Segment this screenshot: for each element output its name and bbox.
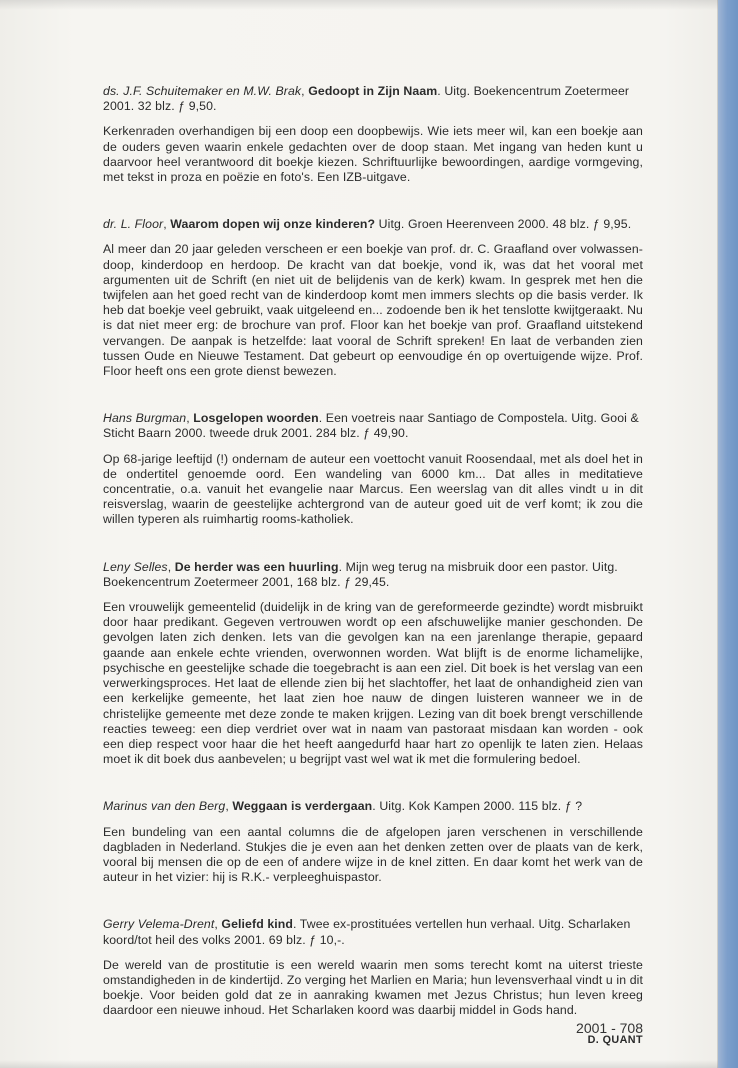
- spacer: [103, 393, 643, 411]
- spacer: [103, 199, 643, 217]
- review-entry-5: [103, 799, 643, 885]
- review-entry-4: [103, 560, 643, 768]
- review-title: Waarom dopen wij onze kinderen?: [170, 217, 376, 232]
- review-entry-1: [103, 84, 643, 185]
- review-title: Gedoopt in Zijn Naam: [308, 84, 438, 98]
- review-citation: Marinus van den Berg, Weggaan is verdergaan. Uitg. Kok Kampen 2000. 115 blz. ƒ ?: [103, 799, 583, 814]
- bottom-shadow: [0, 1060, 718, 1068]
- spacer: [103, 781, 643, 799]
- review-body: De wereld van de prostitutie is een wereld waarin men soms terecht komt na uiterst trieste omstandigheden in de kindertijd. Zo verging het Marlien en Maria; hun levensverhaal vindt u in dit boekje. Voor beiden gold dat ze in aanraking kwamen met Jezus Christus; hun leven kreeg daardoor een nieuwe inhoud. Het Scharlaken koord was daarbij middel in Gods hand.: [103, 957, 643, 1018]
- review-details: . Een voetreis naar Santiago de Compostela. Uitg. Gooi & Sticht Baarn 2000. tweede druk 2001. 284 blz. ƒ 49,90.: [103, 411, 639, 441]
- spacer: [103, 899, 643, 917]
- reviewer-signature: D. QUANT: [587, 1033, 643, 1046]
- review-title: Weggaan is verdergaan: [232, 799, 373, 814]
- review-author: Marinus van den Berg: [103, 799, 226, 814]
- review-author: Gerry Velema-Drent: [103, 917, 215, 932]
- review-entry-2: [103, 217, 643, 379]
- review-body: Op 68-jarige leeftijd (!) ondernam de auteur een voettocht vanuit Roosendaal, met als doel het in de ondertitel genoemde oord. Een wandeling van 6000 km... Dat alles in meditatieve concentratie, o.a. vanuit het evangelie naar Marcus. Een weerslag van dit alles vindt u in dit reisverslag, waarin de geestelijke achtergrond van de auteur goed uit de verf komt; ik zou die willen typeren als ruimhartig rooms-katholiek.: [103, 451, 643, 527]
- review-citation: Hans Burgman, Losgelopen woorden. Een voetreis naar Santiago de Compostela. Uitg. Gooi & Sticht Baarn 2000. tweede druk 2001. 284 blz. ƒ 49,90.: [103, 411, 639, 441]
- review-citation: ds. J.F. Schuitemaker en M.W. Brak, Gedoopt in Zijn Naam. Uitg. Boekencentrum Zoetermeer 2001. 32 blz. ƒ 9,50.: [103, 84, 630, 114]
- review-entry-6: [103, 917, 643, 1018]
- review-title: Losgelopen woorden: [193, 411, 319, 426]
- review-body: Kerkenraden overhandigen bij een doop een doopbewijs. Wie iets meer wil, kan een boekje aan de ouders geven waarin enkele gedachten over de doop staan. Met ingang van heden kunt u daarvoor heel verantwoord dit boekje kiezen. Schriftuurlijke bewoordingen, aardige vormgeving, met tekst in proza en poëzie en foto's. Een IZB-uitgave.: [103, 124, 643, 185]
- review-details: Uitg. Groen Heerenveen 2000. 48 blz. ƒ 9,95.: [375, 217, 632, 232]
- review-citation: dr. L. Floor, Waarom dopen wij onze kinderen? Uitg. Groen Heerenveen 2000. 48 blz. ƒ 9,95.: [103, 217, 632, 232]
- review-title: Geliefd kind: [221, 917, 293, 932]
- review-author: ds. J.F. Schuitemaker en M.W. Brak: [103, 84, 302, 98]
- review-details: . Twee ex-prostituées vertellen hun verhaal. Uitg. Scharlaken koord/tot heil des volks 2001. 69 blz. ƒ 10,-.: [103, 917, 631, 947]
- review-body: Een vrouwelijk gemeentelid (duidelijk in de kring van de gereformeerde gezindte) wordt misbruikt door haar predikant. Gegeven vertrouwen wordt op een afschuwelijke manier geschonden. De gevolgen laten zich denken. Iets van die gevolgen kan na een jarenlange therapie, gepaard gaande aan enkele echte vrienden, overwonnen worden. Wat blijft is de enorme lichamelijke, psychische en geestelijke schade die toegebracht is aan een ziel. Dit boek is het verslag van een verwerkingsproces. Het laat de ellende zien bij het slachtoffer, het laat de onhandigheid zien van een kerkelijke gemeente, het laat zien hoe nauw de dingen luisteren wanneer we in de christelijke gemeente met deze zonde te maken krijgen. Lezing van dit boek brengt verschillende reacties teweeg: een diep verdriet over wat in naam van pastoraat misdaan kan worden - ook een diep respect voor haar die het heeft aangedurfd haar hart zo openlijk te laten zien. Helaas moet ik dit boek dus aanbevelen; u begrijpt vast wel wat ik met die formulering bedoel.: [103, 600, 643, 767]
- review-author: dr. L. Floor: [103, 217, 164, 232]
- blue-page-edge: [718, 0, 738, 1068]
- page-number: 2001 - 708: [576, 1020, 643, 1036]
- review-column: [103, 84, 643, 1048]
- review-citation: Gerry Velema-Drent, Geliefd kind. Twee ex-prostituées vertellen hun verhaal. Uitg. Scharlaken koord/tot heil des volks 2001. 69 blz. ƒ 10,-.: [103, 917, 631, 947]
- review-author: Leny Selles: [103, 559, 168, 574]
- review-title: De herder was een huurling: [174, 559, 339, 574]
- review-details: . Uitg. Boekencentrum Zoetermeer 2001. 32 blz. ƒ 9,50.: [103, 84, 630, 114]
- review-citation: Leny Selles, De herder was een huurling. Mijn weg terug na misbruik door een pastor. Uitg. Boekencentrum Zoetermeer 2001, 168 blz. ƒ 29,45.: [103, 559, 618, 589]
- review-details: . Uitg. Kok Kampen 2000. 115 blz. ƒ ?: [372, 799, 583, 814]
- review-details: . Mijn weg terug na misbruik door een pastor. Uitg. Boekencentrum Zoetermeer 2001, 168 blz. ƒ 29,45.: [103, 559, 618, 589]
- review-body: Een bundeling van een aantal columns die de afgelopen jaren verschenen in verschillende dagbladen in Nederland. Stukjes die je even aan het denken zetten over de plaats van de kerk, vooral bij mensen die op de een of andere wijze in de knel zitten. En daar komt het werk van de auteur in het vizier: hij is R.K.- verpleeghuispastor.: [103, 824, 643, 885]
- review-author: Hans Burgman: [103, 411, 187, 426]
- review-body: Al meer dan 20 jaar geleden verscheen er een boekje van prof. dr. C. Graafland over volwassen-doop, kinderdoop en herdoop. De kracht van dat boekje, vond ik, was dat het vooral met argumenten uit de Schrift (en niet uit de belijdenis van de kerk) kwam. In gesprek met hen die twijfelen aan het goed recht van de kinderdoop komt men immers slechts op die basis verder. Ik heb dat boekje veel gebruikt, vaak uitgeleend en... zodoende ben ik het tenslotte kwijtgeraakt. Nu is dat niet meer erg: de brochure van prof. Floor kan het boekje van prof. Graafland uitstekend vervangen. De aanpak is hetzelfde: laat vooral de Schrift spreken! En laat de verbanden zien tussen Oude en Nieuwe Testament. Dat gebeurt op eenvoudige én op overtuigende wijze. Prof. Floor heeft ons een grote dienst bewezen.: [103, 242, 643, 379]
- top-shadow: [0, 0, 718, 10]
- spacer: [103, 542, 643, 560]
- review-entry-3: [103, 411, 643, 527]
